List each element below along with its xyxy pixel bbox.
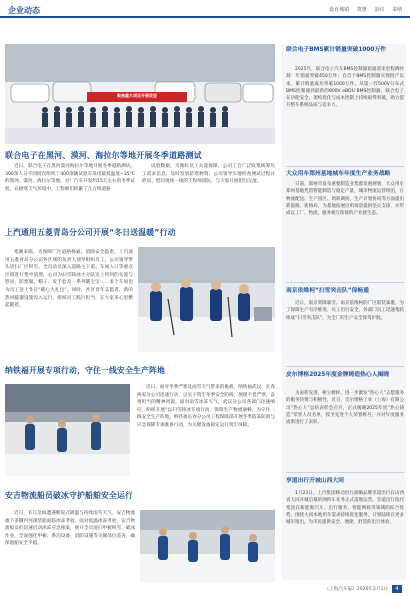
ship-deck-photo — [140, 510, 275, 582]
header-rule — [0, 16, 410, 18]
ice-removal-illustration — [5, 384, 130, 476]
sidebar-body: 1月23日，上汽集团移动出行战略品牌享道出行在山西省大同开城启幕的网约车业务正式落地运营。享道出行依托集团在新能源汽车、出行服务、智能网联等领域的综合优势，围绕大同本地用车需求持续优化服务，计划陆续在更多城市推出，为市民提供安全、便捷、舒适的出行体验。 — [286, 491, 404, 526]
article-body: 近日，长江沿线遭遇断崖式降温与持续雨雪天气，安吉物流旗下多艘内河滚装船面临冰冻考验。面对低温冰冻考验，安吉物流船员们迅速启动冰冻应急预案，展开全员清扫甲板积雪、破冰作业，全面强化甲板、系泊设备、消防设施等关键部位巡查，确保船舶安全平稳。 — [5, 511, 135, 547]
article-body: 近日，面对冬季严寒及雨雪天气带来的挑战，纳铁福武汉、长春两家分公司迅速行动，以实干筑牢冬季安全防线，展现不畏严寒、奋勇担当的精神风貌。面对雨雪冰冻天气，武汉分公司各部门迅速响应，组织开展“以扫雪除冰专项行动，保障生产物流通畅。为守住一线安全生产阵地，纳铁福长春分公司工程保障部开展冬季防冻防滑与应急保障专项准备行动，为关键设备稳定运行筑牢屏障。 — [137, 385, 275, 428]
sidebar-body: 2025年，联合电子汽车BMS控制器销量迎来里程碑时刻：年销量突破450万件；自首个BMS控制器实现批产以来，累计销量成功突破1000万件。从第一代500V分布式BMS控制器到最新的800V eBDU BMS控制器，联合电子在功能安全、架构优化与成本控制上持续取得突破，助力提升整车系统品质与竞争力。 — [286, 67, 404, 109]
nav-item[interactable]: 筑惠 — [356, 7, 367, 13]
sidebar-headline[interactable]: 联合电子BMS累计销量突破1000万件 — [286, 47, 387, 53]
sidebar-headline[interactable]: 享道出行开城山西大同 — [286, 478, 344, 484]
header-nav — [323, 6, 402, 13]
page-footer — [0, 584, 410, 596]
sidebar-body: 近日，南京突降暴雪。南京依维柯的广区银装素裹，为了保障生产有序推进、员工出行安全，各部门员工迅速集结组成“扫雪突击队”，为全厂的生产安全保驾护航。 — [286, 301, 404, 321]
section-title: 企业动态 — [8, 6, 40, 15]
sidebar-divider — [286, 472, 404, 473]
sidebar-body: 为表彰先进、树立榜样、进一步激发“热心人”志愿服务的服务热情与积极性，近日，皮尔博格工业（上海）有限公司“热心人”总结表彰会召开，正式揭晓2025年度“热心铸造”荣誉人员名单，授予先进个人荣誉称号，并对年度服务成果进行了表彰。 — [286, 391, 404, 426]
article-body: 试验数据。为做好员工关爱保障，公司工会广泛收集统筹员工需求信息，及时发放防寒物资。公司领导实地检查测试过程并慰问，慰问现场一线的工程师团队，与大家开展慰问交流。 — [142, 164, 275, 185]
article-headline[interactable]: 联合电子在黑河、漠河、海拉尔等地开展冬季道路测试 — [5, 151, 202, 160]
sidebar-body: 日前，郑州市发布重要制造业集群发展规划，大众用车郑州基地凭借智能制造与稳定产量，城市物流运营组团，在物流配送、生产园区、周转调度、生产计划协同等方面提出新思路、新格局，为基地拓展应用场景提供坚实支撑，并形成以工厂、物流、服务相互衔接的产业链生态。 — [286, 182, 404, 217]
snow-clearing-illustration — [138, 247, 275, 352]
ship-deck-illustration — [140, 510, 275, 582]
news-sidebar — [282, 44, 406, 580]
sidebar-divider — [286, 366, 404, 367]
article-body: 近日，联合电子在黑河漠河海拉尔等地开展冬季道路测试。300余人分不同批次组织了400余辆试验车采用最低温度−35℃的黑河、漠河、海拉尔等地，对厂汽车开发约15天左右的冬季试验。在极寒天气环境中，工程师们积累了几万组道路 — [5, 164, 135, 192]
sidebar-headline[interactable]: 南京依维柯“扫雪突击队”保畅通 — [286, 288, 369, 294]
article-headline[interactable]: 上汽通用五菱青岛分公司开展“冬日送温暖”行动 — [5, 228, 176, 237]
nav-item[interactable]: 采纳 — [391, 7, 402, 13]
nav-item[interactable]: 设直城镇 — [329, 7, 350, 13]
publication-info: 《上海汽车报》2026年2月1日 — [324, 587, 388, 592]
page-header — [0, 0, 410, 18]
snow-clearing-photo — [138, 247, 275, 352]
sidebar-headline[interactable]: 皮尔博格2025年度金牌铸造热心人揭晓 — [286, 372, 390, 378]
nav-item[interactable]: 浪纹 — [374, 7, 385, 13]
article-headline[interactable]: 纳铁福开展专项行动，守住一线安全生产阵地 — [5, 366, 165, 375]
article-headline[interactable]: 安吉物流船员破冰守护船舶安全运行 — [5, 491, 133, 500]
ice-removal-photo — [5, 384, 130, 476]
sidebar-divider — [286, 282, 404, 283]
sidebar-headline[interactable]: 大众用车郑州基地城车年度生产业务战略 — [286, 171, 391, 177]
photo-banner-text: 聚焦重大项目开展攻坚 — [117, 93, 157, 98]
sidebar-divider — [286, 166, 404, 167]
winter-test-photo — [5, 44, 275, 144]
page-number: 4 — [392, 585, 402, 593]
article-body: 寒潮来临，为保障广区道路畅通、消除安全隐患，上汽通用五菱青岛分公司各区域的负责人领导组织员工，公司领导带头清扫厂区积雪，全员动员深入道路主干道、车间入口等重点区域进行集中清理。公司为扫雪除冰小分队送上将到的关爱与慰问，防寒服、帽子、皮手套及一系列暖宝宝……多个车间也为员工送上冬日“暖心大礼包”。同时，社区青年志愿者、新的热风暖器设施投入运行，组织员工践行担当，在大家来心里燃起暖意。 — [5, 250, 133, 309]
